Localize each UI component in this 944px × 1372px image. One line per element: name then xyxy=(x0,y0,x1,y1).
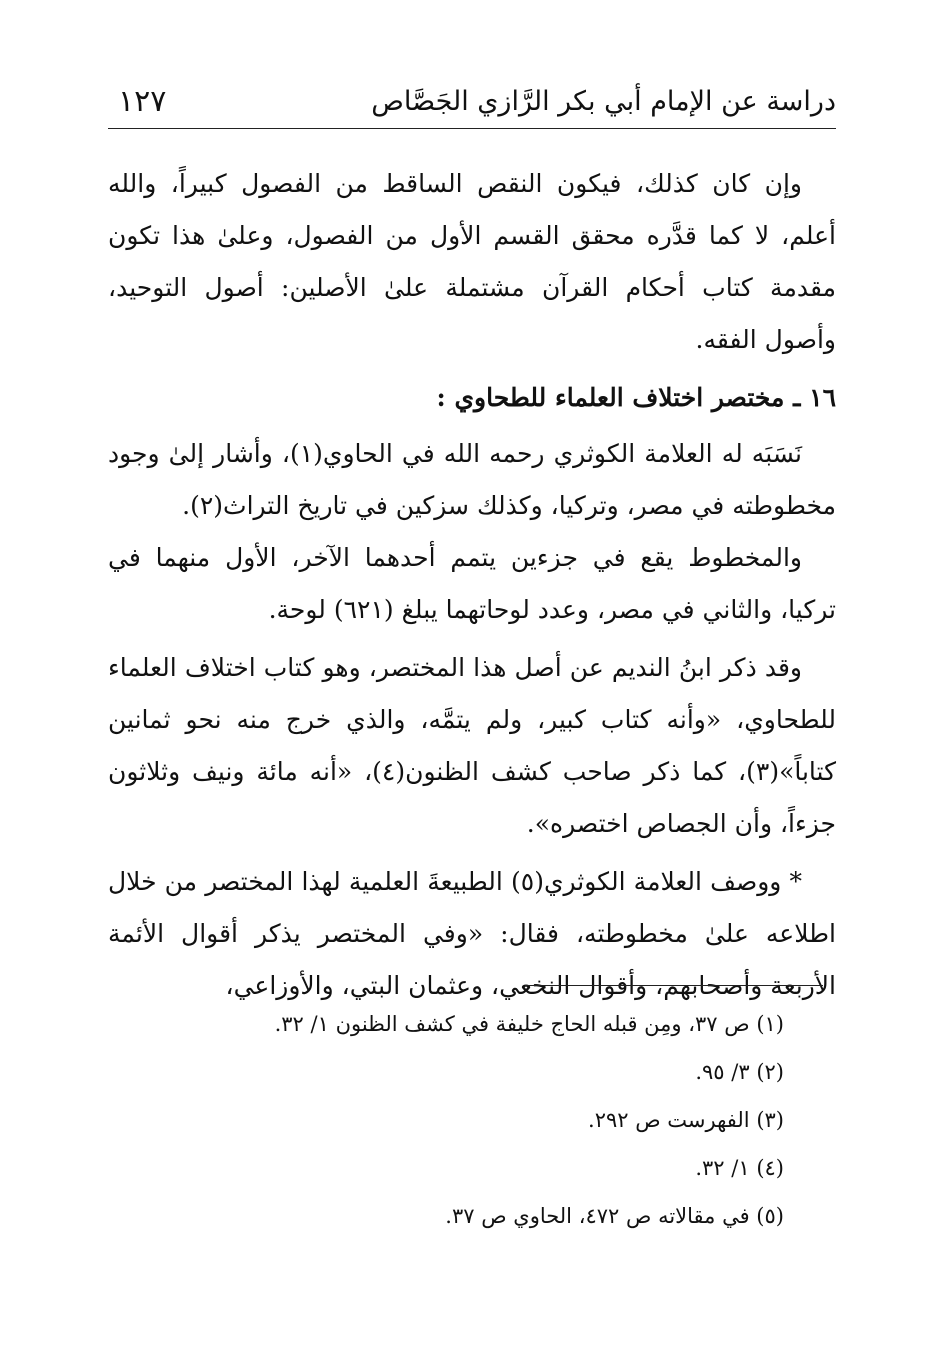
footnotes xyxy=(200,1000,784,1240)
footnote-item: (٣) الفهرست ص ٢٩٢. xyxy=(588,1108,784,1132)
section-heading: ١٦ ـ مختصر اختلاف العلماء للطحاوي : xyxy=(436,383,836,412)
running-title: دراسة عن الإمام أبي بكر الرَّازي الجَصَّاص xyxy=(371,86,836,117)
footnote-divider xyxy=(525,985,823,986)
page-header xyxy=(108,78,836,129)
paragraph: والمخطوط يقع في جزءين يتمم أحدهما الآخر، الأول منهما في تركيا، والثاني في مصر، وعدد لوحاتهما يبلغ (٦٢١) لوحة. xyxy=(108,543,836,624)
paragraph: وقد ذكر ابنُ النديم عن أصل هذا المختصر، وهو كتاب اختلاف العلماء للطحاوي، «وأنه كتاب كبير، ولم يتمَّه، والذي خرج منه نحو ثمانين كتاباً»(٣)، كما ذكر صاحب كشف الظنون(٤)، «أنه مائة ونيف وثلاثون جزءاً، وأن الجصاص اختصره». xyxy=(108,653,836,838)
footnote-item: (١) ص ٣٧، ومِن قبله الحاج خليفة في كشف الظنون ١/ ٣٢. xyxy=(274,1012,784,1036)
footnote-item: (٥) في مقالاته ص ٤٧٢، الحاوي ص ٣٧. xyxy=(445,1204,784,1228)
body-text xyxy=(108,158,836,1012)
footnote-item: (٤) ١/ ٣٢. xyxy=(695,1156,784,1180)
footnote-item: (٢) ٣/ ٩٥. xyxy=(695,1060,784,1084)
page-number: ١٢٧ xyxy=(118,84,167,119)
paragraph: وإن كان كذلك، فيكون النقص الساقط من الفصول كبيراً، والله أعلم، لا كما قدَّره محقق القسم الأول من الفصول، وعلىٰ هذا تكون مقدمة كتاب أحكام القرآن مشتملة علىٰ الأصلين: أصول التوحيد، وأصول الفقه. xyxy=(108,169,837,354)
paragraph: * ووصف العلامة الكوثري(٥) الطبيعةَ العلمية لهذا المختصر من خلال اطلاعه علىٰ مخطوطته، فقال: «وفي المختصر يذكر أقوال الأئمة الأربعة وأصحابهم، وأقوال النخعي، وعثمان البتي، والأوزاعي، xyxy=(108,867,836,1000)
paragraph: نَسَبَه له العلامة الكوثري رحمه الله في الحاوي(١)، وأشار إلىٰ وجود مخطوطته في مصر، وتركيا، وكذلك سزكين في تاريخ التراث(٢). xyxy=(108,439,836,520)
